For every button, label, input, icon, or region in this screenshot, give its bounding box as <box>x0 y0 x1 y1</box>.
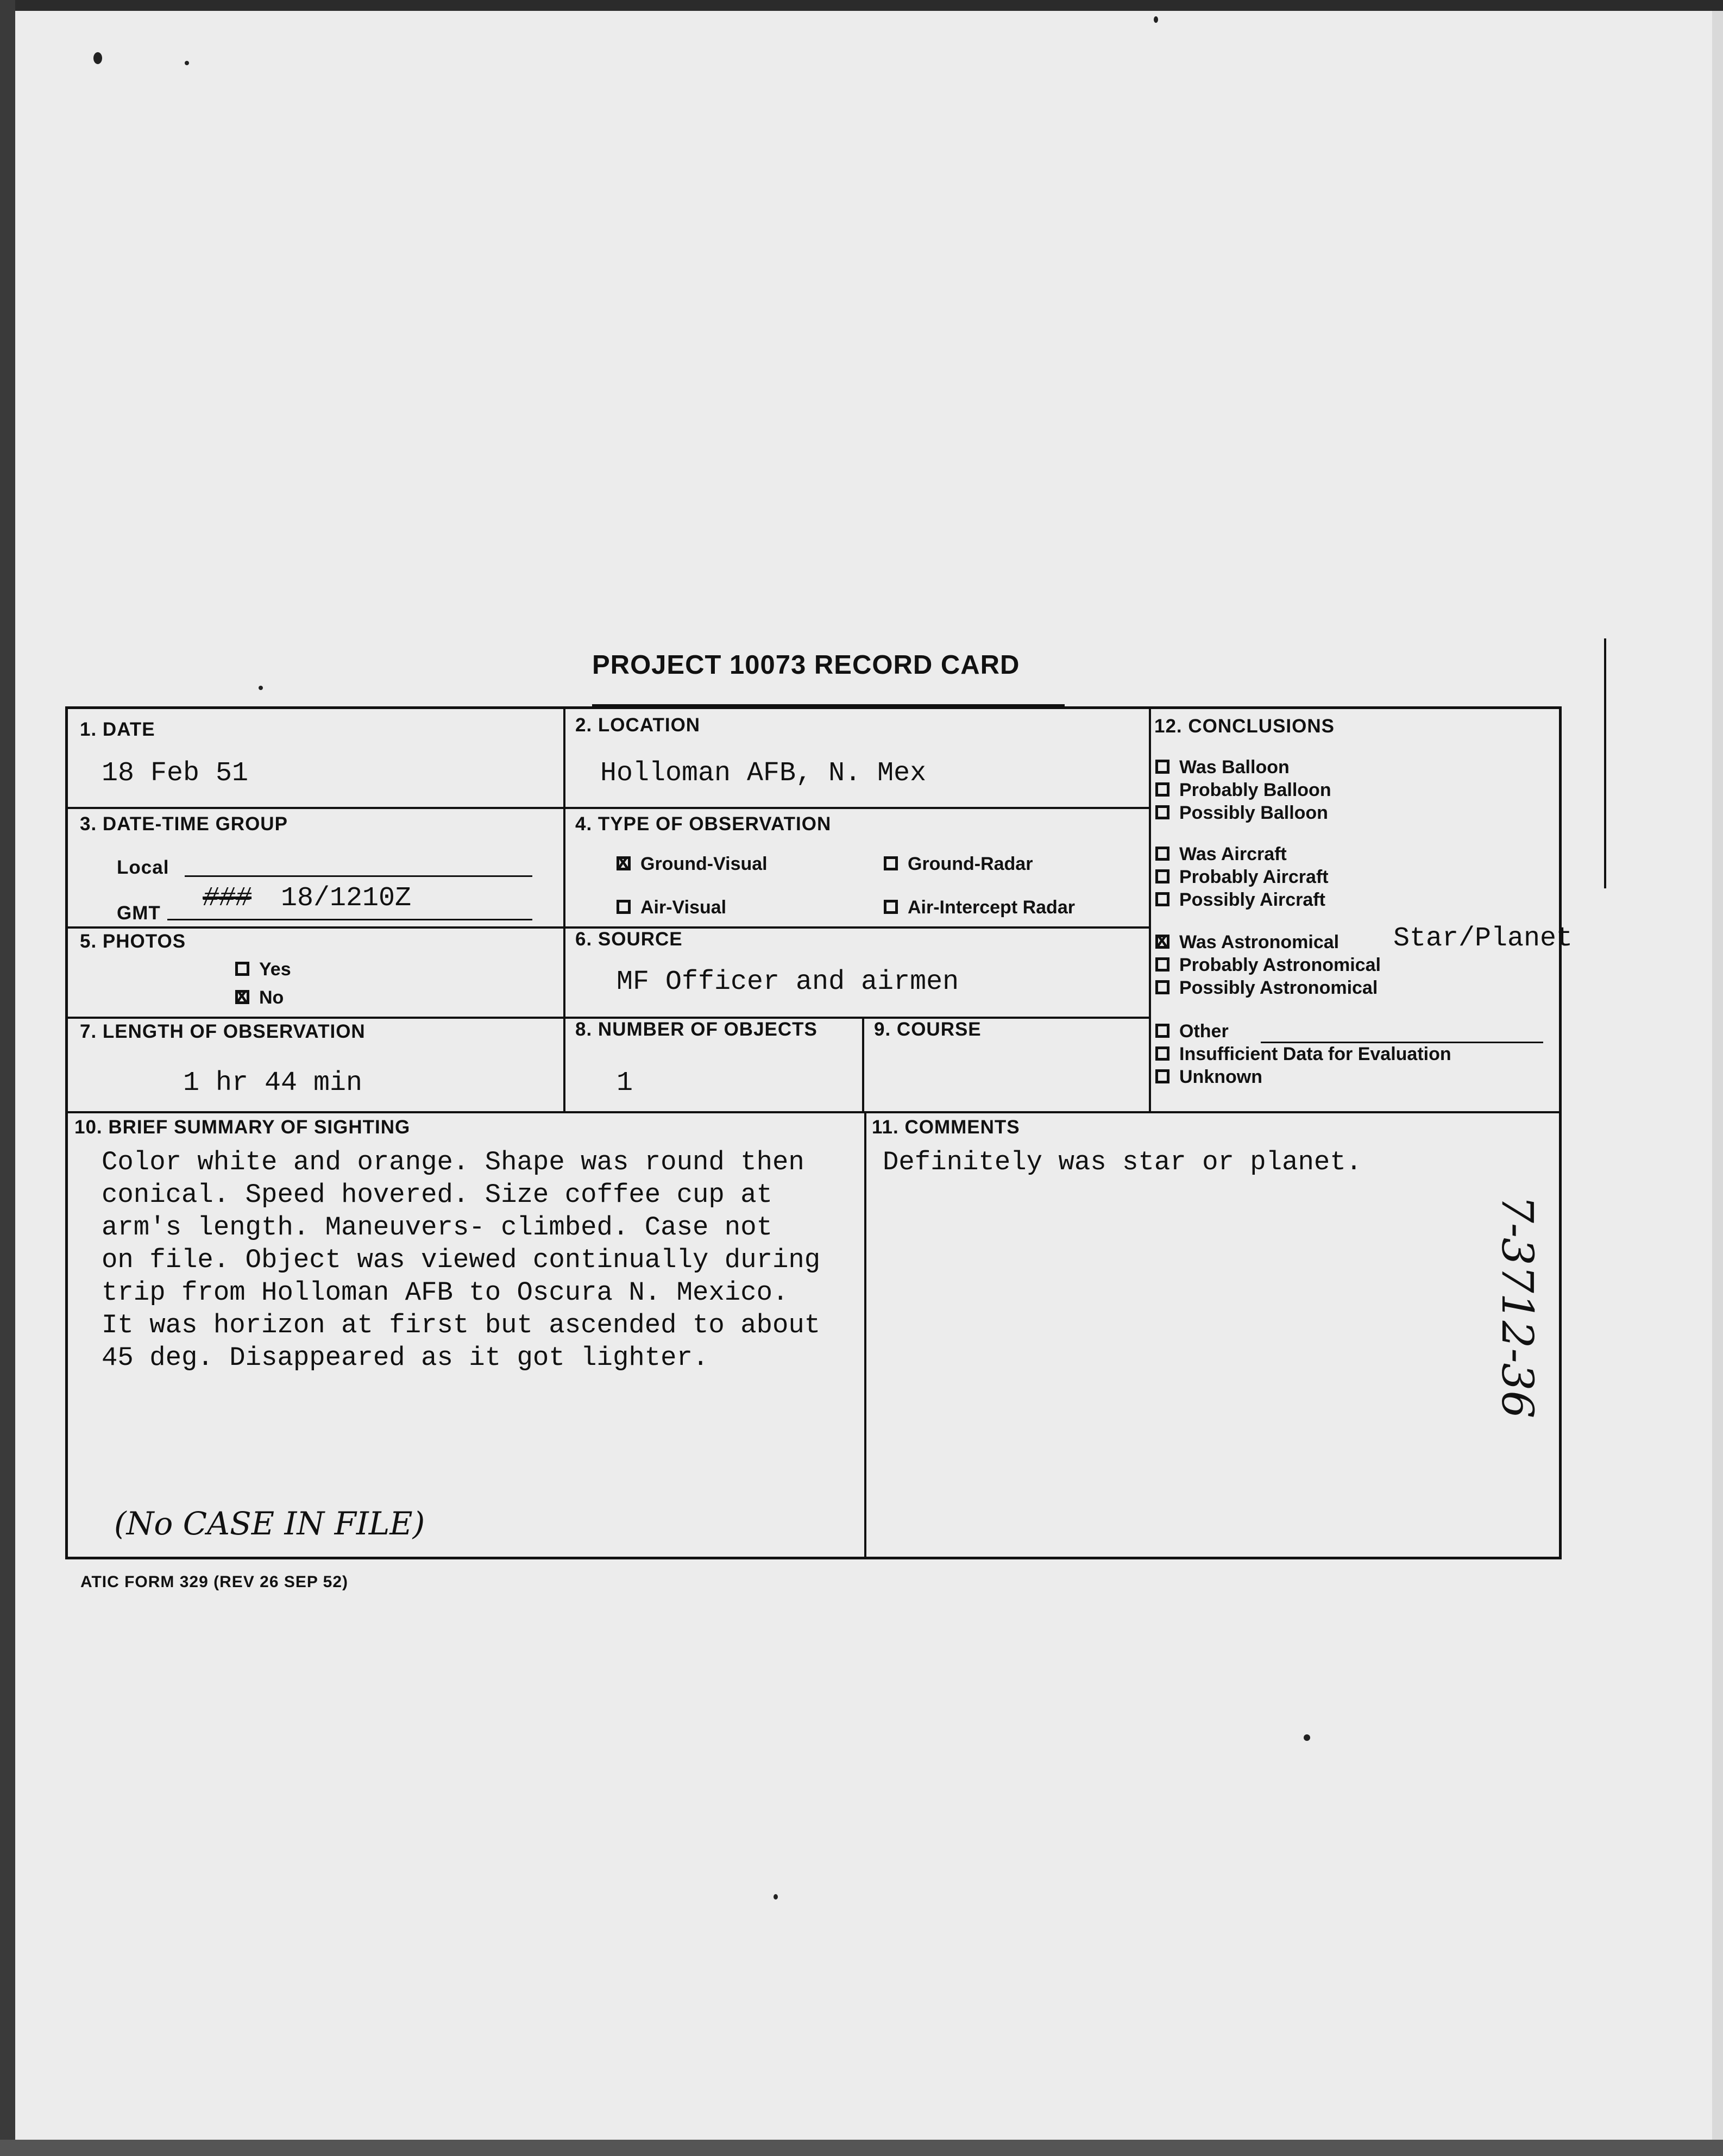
checkbox-checked-icon <box>235 990 249 1004</box>
conclusion-possibly-astronomical[interactable]: Possibly Astronomical <box>1155 977 1378 999</box>
other-line <box>1261 1042 1543 1043</box>
checkbox-checked-icon <box>1155 935 1169 949</box>
summary-line: It was horizon at first but ascended to about <box>102 1310 821 1340</box>
summary-line: conical. Speed hovered. Size coffee cup at <box>102 1180 773 1210</box>
dust-speck <box>259 686 263 690</box>
length-of-observation-value: 1 hr 44 min <box>183 1068 363 1099</box>
checkbox-icon <box>1155 957 1169 972</box>
conclusion-insufficient-data[interactable]: Insufficient Data for Evaluation <box>1155 1044 1451 1065</box>
course-divider <box>862 1017 864 1112</box>
scan-bottom-edge <box>0 2140 1723 2156</box>
gmt-line <box>167 919 532 920</box>
checkbox-icon <box>1155 782 1169 797</box>
handwritten-note: (No CASE IN FILE) <box>114 1505 425 1542</box>
observation-ground-visual[interactable]: xGround-Visual <box>617 854 768 875</box>
conclusion-possibly-aircraft[interactable]: Possibly Aircraft <box>1155 889 1325 911</box>
conclusion-was-aircraft[interactable]: Was Aircraft <box>1155 844 1287 865</box>
location-label: 2. LOCATION <box>575 715 701 736</box>
gmt-label: GMT <box>117 902 161 924</box>
margin-note: 7-3712-36 <box>1492 1195 1543 1419</box>
conclusion-was-astronomical[interactable]: xWas Astronomical <box>1155 932 1339 953</box>
checkbox-icon <box>1155 760 1169 774</box>
course-label: 9. COURSE <box>874 1019 982 1040</box>
scan-left-edge <box>0 0 15 2156</box>
summary-label: 10. BRIEF SUMMARY OF SIGHTING <box>74 1117 411 1138</box>
card-title: PROJECT 10073 RECORD CARD <box>592 650 1020 680</box>
scan-top-edge <box>0 0 1723 11</box>
gmt-value: 18/1210Z <box>281 883 412 914</box>
comments-value: Definitely was star or planet. <box>883 1147 1362 1177</box>
conclusion-was-balloon[interactable]: Was Balloon <box>1155 757 1290 778</box>
gmt-struck-value: ### <box>203 883 252 914</box>
checkbox-icon <box>884 856 898 870</box>
checkbox-icon <box>1155 1069 1169 1083</box>
record-card <box>65 706 1573 1559</box>
form-id: ATIC FORM 329 (REV 26 SEP 52) <box>80 1573 349 1591</box>
dust-speck <box>93 52 102 64</box>
checkbox-icon <box>1155 1046 1169 1061</box>
col-divider-2 <box>1149 709 1151 1111</box>
dust-speck <box>1154 16 1158 23</box>
astronomical-note: Star/Planet <box>1393 923 1573 954</box>
summary-line: arm's length. Maneuvers- climbed. Case not <box>102 1212 773 1243</box>
observation-air-visual[interactable]: Air-Visual <box>617 897 726 918</box>
location-value: Holloman AFB, N. Mex <box>600 758 927 789</box>
dust-speck <box>1304 1734 1310 1741</box>
source-label: 6. SOURCE <box>575 929 683 950</box>
row-divider-1 <box>68 807 1149 809</box>
dust-speck <box>185 61 189 65</box>
checkbox-icon <box>235 962 249 976</box>
conclusions-label: 12. CONCLUSIONS <box>1154 716 1335 737</box>
checkbox-icon <box>884 900 898 914</box>
type-of-observation-label: 4. TYPE OF OBSERVATION <box>575 813 832 835</box>
conclusion-unknown[interactable]: Unknown <box>1155 1067 1262 1088</box>
checkbox-checked-icon <box>617 856 631 870</box>
local-label: Local <box>117 857 169 878</box>
right-margin-line <box>1604 638 1606 888</box>
comments-divider <box>864 1111 866 1557</box>
dust-speck <box>774 1894 778 1900</box>
conclusion-probably-aircraft[interactable]: Probably Aircraft <box>1155 867 1329 888</box>
conclusion-probably-astronomical[interactable]: Probably Astronomical <box>1155 955 1381 976</box>
checkbox-icon <box>617 900 631 914</box>
summary-line: on file. Object was viewed continually during <box>102 1245 821 1275</box>
summary-line: trip from Holloman AFB to Oscura N. Mexico. <box>102 1277 789 1308</box>
observation-air-intercept-radar[interactable]: Air-Intercept Radar <box>884 897 1075 918</box>
date-time-group-label: 3. DATE-TIME GROUP <box>80 813 288 835</box>
row-divider-4 <box>68 1111 1562 1113</box>
checkbox-icon <box>1155 980 1169 994</box>
checkbox-icon <box>1155 869 1169 883</box>
photos-yes[interactable]: Yes <box>235 959 291 980</box>
checkbox-icon <box>1155 892 1169 906</box>
number-of-objects-label: 8. NUMBER OF OBJECTS <box>575 1019 818 1040</box>
length-of-observation-label: 7. LENGTH OF OBSERVATION <box>80 1021 366 1042</box>
conclusion-other[interactable]: Other <box>1155 1021 1229 1042</box>
number-of-objects-value: 1 <box>617 1068 633 1099</box>
comments-label: 11. COMMENTS <box>872 1117 1020 1138</box>
conclusion-possibly-balloon[interactable]: Possibly Balloon <box>1155 803 1328 824</box>
summary-line: Color white and orange. Shape was round then <box>102 1147 804 1177</box>
date-value: 18 Feb 51 <box>102 758 249 789</box>
summary-text <box>102 1146 820 1374</box>
photos-label: 5. PHOTOS <box>80 931 186 952</box>
summary-line: 45 deg. Disappeared as it got lighter. <box>102 1343 709 1373</box>
local-line <box>185 875 532 877</box>
date-label: 1. DATE <box>80 719 155 740</box>
source-value: MF Officer and airmen <box>617 967 959 998</box>
col-divider-1 <box>563 709 565 1111</box>
checkbox-icon <box>1155 805 1169 819</box>
photos-no[interactable]: xNo <box>235 987 284 1008</box>
checkbox-icon <box>1155 847 1169 861</box>
checkbox-icon <box>1155 1024 1169 1038</box>
observation-ground-radar[interactable]: Ground-Radar <box>884 854 1033 875</box>
conclusion-probably-balloon[interactable]: Probably Balloon <box>1155 780 1331 801</box>
